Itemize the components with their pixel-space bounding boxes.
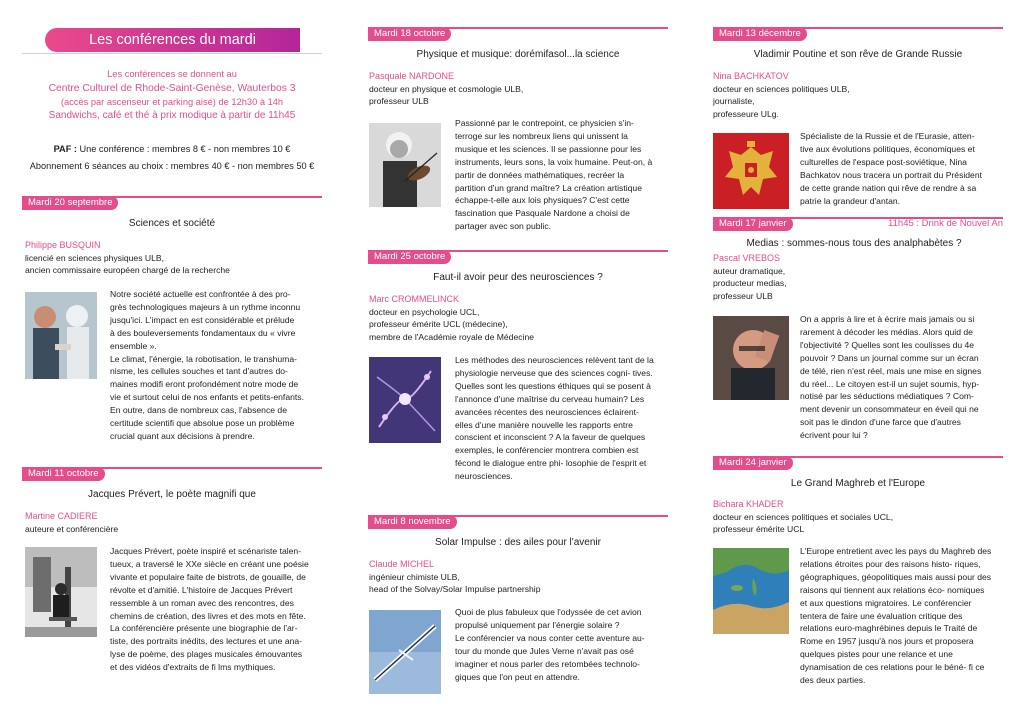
event-date-band <box>713 27 1003 41</box>
credential-line: docteur en psychologie UCL, <box>369 307 480 317</box>
speaker-name: Nina BACHKATOV <box>713 71 789 81</box>
text-line: partir de données mathématiques, recréer la <box>455 169 625 180</box>
text-line: certitude scientifi que absolue pose un problème <box>110 418 295 429</box>
text-line: ressemble à un roman avec des rencontres, des <box>110 597 294 608</box>
speaker-name: Bichara KHADER <box>713 499 784 509</box>
text-line: révolte et d'amitié. L'histoire de Jacques Prévert <box>110 584 293 595</box>
event-date-band <box>22 196 322 210</box>
event-description <box>110 288 322 443</box>
solar-plane-photo <box>369 610 441 694</box>
credential-line: membre de l'Académie royale de Médecine <box>369 331 535 342</box>
text-line: tiste, des portraits inédits, des lectures et une ana- <box>110 636 303 647</box>
title-divider <box>22 53 322 54</box>
text-line: Rome en 1957 jusqu'à nos jours et proposera <box>800 636 974 647</box>
text-line: partager avec son public. <box>455 221 552 232</box>
event-date: Mardi 25 octobre <box>368 250 451 264</box>
speaker-credentials <box>369 571 541 596</box>
text-line: La conférencière présente une biographie de l'ar- <box>110 623 298 634</box>
credential-line: docteur en sciences politiques et sociales UCL, <box>713 512 894 522</box>
speaker-credentials <box>713 511 893 536</box>
speaker-credentials <box>713 83 850 120</box>
russian-coat-of-arms <box>713 133 789 209</box>
text-line: tueux, a traversé le XXe siècle en créant une poésie <box>110 558 309 569</box>
text-line: propulsé uniquement par l'énergie solaire ? <box>455 619 620 630</box>
intro-line: Centre Culturel de Rhode-Saint-Genèse, Wauterbos 3 <box>48 83 296 94</box>
credential-line: auteur dramatique, <box>713 266 786 276</box>
text-line: chemins de création, des livres et des mots en fête. <box>110 610 306 621</box>
text-line: ensemble ». <box>110 340 157 351</box>
text-line: géographiques, géopolitiques mais aussi pour des <box>800 571 992 582</box>
text-line: relations euro-maghrébines depuis le Traité de <box>800 623 978 634</box>
text-line: giques que l'on peut en attendre. <box>455 671 580 682</box>
text-line: soit pas le dindon d'une farce que d'autres <box>800 417 961 428</box>
credential-line: journaliste, <box>713 96 755 107</box>
text-line: Le climat, l'énergie, la robotisation, le transhuma- <box>110 353 297 364</box>
text-line: avancées récentes des neurosciences éclairent- <box>455 406 639 417</box>
text-line: terroge sur les nombreux liens qui unissent la <box>455 130 628 141</box>
speaker-name: Philippe BUSQUIN <box>25 240 101 250</box>
intro-block <box>22 68 322 122</box>
text-line: pouvoir ? Dans un journal comme sur un écran <box>800 352 979 363</box>
text-line: Quelles sont les questions éthiques qui se posent à <box>455 380 651 391</box>
speaker-name: Pasquale NARDONE <box>369 71 455 81</box>
text-line: Spécialiste de la Russie et de l'Eurasie, atten- <box>800 131 975 141</box>
credential-line: ingénieur chimiste ULB, <box>369 572 460 582</box>
text-line: tentera de faire une évaluation critique des <box>800 610 963 621</box>
speaker-name: Claude MICHEL <box>369 559 435 569</box>
event-date: Mardi 8 novembre <box>368 515 457 529</box>
vrebos-photo <box>713 316 789 400</box>
event-description <box>800 130 1004 207</box>
robot-handshake-photo <box>25 292 97 379</box>
text-line: Quoi de plus fabuleux que l'odyssée de cet avion <box>455 607 642 617</box>
event-topic: Solar Impulse : des ailes pour l'avenir <box>435 537 601 548</box>
text-line: échappe-t-elle aux lois physiques? C'est cette <box>455 195 630 206</box>
text-line: l'annonce d'une maîtrise du cerveau humain? Les <box>455 393 645 404</box>
event-date-band <box>368 515 668 529</box>
credential-line: licencié en sciences physiques ULB, <box>25 253 165 263</box>
event-description <box>455 117 667 233</box>
event-topic: Sciences et société <box>128 218 216 229</box>
credential-line: head of the Solvay/Solar Impulse partnership <box>369 584 541 595</box>
text-line: lyse de poème, des plages musicales émouvantes <box>110 649 303 660</box>
einstein-violin-photo <box>369 123 441 207</box>
credential-line: docteur en physique et cosmologie ULB, <box>369 84 524 94</box>
event-date-band <box>22 467 322 481</box>
text-line: partition d'un grand maître? La création artistique <box>455 182 642 193</box>
event-date-band <box>368 250 668 264</box>
text-line: Bachkatov nous tracera un portrait du Président <box>800 169 983 180</box>
event-description <box>455 606 667 683</box>
event-description <box>800 545 1004 687</box>
text-line: On a appris à lire et à écrire mais jamais ou si <box>800 314 975 324</box>
credential-line: auteure et conférencière <box>25 524 119 534</box>
event-date-band <box>713 217 1003 231</box>
event-topic: Le Grand Maghreb et l'Europe <box>790 478 926 489</box>
pricing-block <box>22 143 322 173</box>
text-line: quelques pistes pour une relance et une <box>800 649 953 660</box>
text-line: ment devenir un consommateur en éveil qui ne <box>800 404 979 415</box>
text-line: crucial quant aux décisions à prendre. <box>110 430 255 441</box>
text-line: Le conférencier va nous conter cette aventure au- <box>455 632 645 643</box>
credential-line: professeur ULB <box>713 290 773 301</box>
credential-line: producteur medias, <box>713 278 787 289</box>
paf-text: Une conférence : membres 8 € - non membres 10 € <box>79 144 291 154</box>
event-topic: Faut-il avoir peur des neurosciences ? <box>433 272 603 283</box>
event-description <box>455 354 667 483</box>
text-line: Jacques Prévert, poète inspiré et scénariste talen- <box>110 546 302 556</box>
event-date: Mardi 24 janvier <box>713 456 793 470</box>
mediterranean-map <box>713 548 789 634</box>
event-date: Mardi 20 septembre <box>22 196 118 210</box>
text-line: des deux parties. <box>800 675 866 686</box>
text-line: Notre société actuelle est confrontée à des pro- <box>110 289 291 299</box>
text-line: jusqu'ici. L'impact en est considérable et prélude <box>110 314 295 325</box>
speaker-name: Pascal VREBOS <box>713 253 781 263</box>
subscription-line: Abonnement 6 séances au choix : membres 40 € - non membres 50 € <box>29 161 315 171</box>
intro-line: (accès par ascenseur et parking aisé) de 12h30 à 14h <box>60 97 284 107</box>
paf-label: PAF : <box>53 144 77 154</box>
speaker-credentials <box>369 83 523 108</box>
text-line: maines modifi eront profondément notre mode de <box>110 379 299 390</box>
event-date: Mardi 18 octobre <box>368 27 451 41</box>
paf-line <box>22 143 322 156</box>
text-line: tour du monde que Jules Verne n'avait pas osé <box>455 645 634 656</box>
text-line: culturelles de l'espace post-soviétique, Nina <box>800 156 967 167</box>
text-line: rarement à décoder les médias. Alors quid de <box>800 326 973 337</box>
credential-line: professeure ULg. <box>713 108 779 119</box>
speaker-credentials <box>25 523 118 535</box>
event-date: Mardi 13 décembre <box>713 27 807 41</box>
text-line: Les méthodes des neurosciences relèvent tant de la <box>455 355 654 365</box>
event-topic: Medias : sommes-nous tous des analphabètes ? <box>746 238 962 249</box>
text-line: écrivent pour lui ? <box>800 430 868 441</box>
text-line: fascination que Pasquale Nardone a choisi de <box>455 208 630 219</box>
text-line: neurosciences. <box>455 471 513 482</box>
event-date: Mardi 11 octobre <box>22 467 105 481</box>
text-line: vie et surtout celui de nos enfants et petits-enfants. <box>110 392 304 403</box>
text-line: elles d'une manière nouvelle les rapports entre <box>455 419 633 430</box>
text-line: fécond le dialogue entre phi- losophie de l'esprit et <box>455 458 647 469</box>
text-line: patrie la grandeur d'antan. <box>800 195 901 206</box>
page-title: Les conférences du mardi <box>45 28 300 52</box>
text-line: imaginer et nous parler des retombées technolo- <box>455 658 640 669</box>
event-date-band <box>713 456 1003 470</box>
text-line: musique et les sciences. Il se passionne pour les <box>455 143 642 154</box>
text-line: relations étroites pour des raisons histo- riques, <box>800 558 981 569</box>
credential-line: professeur ULB <box>369 96 429 107</box>
text-line: grès technologiques majeurs à un rythme inconnu <box>110 301 301 312</box>
credential-line: docteur en sciences politiques ULB, <box>713 84 850 94</box>
event-date: Mardi 17 janvier <box>713 217 793 231</box>
credential-line: professeur émérite UCL (médecine), <box>369 319 508 330</box>
text-line: dynamisation de ces relations pour le béné- fi ce <box>800 662 985 673</box>
event-topic: Jacques Prévert, le poète magnifi que <box>88 489 256 500</box>
credential-line: ancien commissaire européen chargé de la recherche <box>25 265 230 276</box>
text-line: et des vidéos d'extraits de fi lms mythiques. <box>110 662 276 673</box>
text-line: Passionné par le contrepoint, ce physicien s'in- <box>455 118 634 128</box>
text-line: conscient et inconscient ? A la faveur de quelques <box>455 432 646 443</box>
text-line: et aux questions migratoires. Le conférencier <box>800 597 972 608</box>
speaker-credentials <box>369 306 534 343</box>
event-description <box>110 545 322 674</box>
prevert-bw-photo <box>25 547 97 637</box>
text-line: du réel... Le citoyen est-il un sujet soumis, hyp- <box>800 378 980 389</box>
text-line: En outre, dans de nombreux cas, l'absence de <box>110 405 287 416</box>
text-line: l'objectivité ? Quelles sont les coulisses du 4e <box>800 339 975 350</box>
event-description <box>800 313 1004 442</box>
text-line: à des bouleversements fondamentaux du « vivre <box>110 327 296 338</box>
event-topic: Physique et musique: dorémifasol...la science <box>416 49 620 60</box>
text-line: notisé par les séductions médiatiques ? Com- <box>800 391 974 402</box>
text-line: de cette grande nation qui rêve de rendre à sa <box>800 182 977 193</box>
intro-line: Sandwichs, café et thé à prix modique à partir de 11h45 <box>48 110 296 121</box>
text-line: de télé, rien n'est réel, mais une mise en signes <box>800 365 982 376</box>
text-line: exemples, le conférencier montrera combien est <box>455 445 639 456</box>
text-line: instruments, leurs sons, la voix humaine. Peut-on, à <box>455 156 653 167</box>
speaker-name: Martine CADIERE <box>25 511 98 521</box>
text-line: raisons qui tiennent aux relations éco- nomiques <box>800 584 985 595</box>
new-year-drink-note: 11h45 : Drink de Nouvel An <box>888 218 1003 229</box>
event-date-band <box>368 27 668 41</box>
text-line: tive aux évolutions politiques, économiques et <box>800 143 975 154</box>
text-line: L'Europe entretient avec les pays du Maghreb des <box>800 546 992 556</box>
speaker-name: Marc CROMMELINCK <box>369 294 460 304</box>
speaker-credentials <box>713 265 787 302</box>
intro-line: Les conférences se donnent au <box>107 69 237 79</box>
credential-line: professeur émérite UCL <box>713 524 805 535</box>
text-line: nisme, les cellules souches et tant d'autres do- <box>110 366 288 377</box>
neurons-illustration <box>369 357 441 443</box>
text-line: vivante et populaire faite de bistrots, de gouaille, de <box>110 571 306 582</box>
text-line: physiologie nerveuse que des sciences cogni- tives. <box>455 367 653 378</box>
speaker-credentials <box>25 252 230 277</box>
event-topic: Vladimir Poutine et son rêve de Grande Russie <box>753 49 963 60</box>
